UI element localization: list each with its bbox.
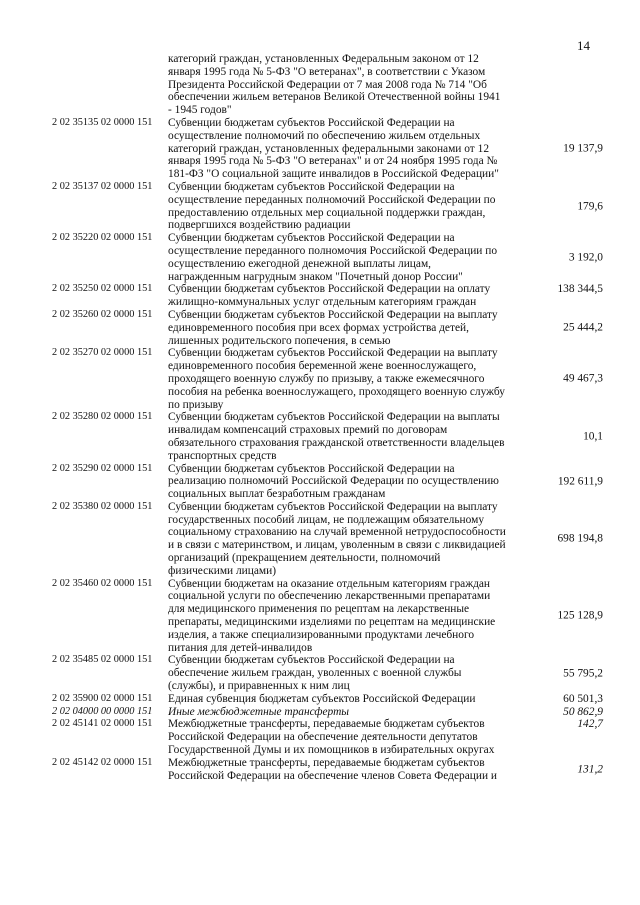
row-code: 2 02 35380 02 0000 151 bbox=[52, 500, 153, 512]
table-row bbox=[0, 706, 640, 719]
row-description: Субвенции бюджетам на оказание отдельным категориям граждан социальной услуги по обеспечению лекарственными препаратами для медицинского применения по рецептам на лекарственные препараты, медицинскими изделиями по рецептам на медицинские изделия, а также специализированными продуктами лечебного питания для детей-инвалидов bbox=[168, 577, 496, 654]
row-amount: 698 194,8 bbox=[557, 532, 603, 545]
row-amount: 55 795,2 bbox=[563, 667, 603, 680]
table-row bbox=[0, 693, 640, 706]
row-description: Субвенции бюджетам субъектов Российской Федерации на осуществление переданных полномочий Российской Федерации по предоставлению отдельных мер социальной поддержки граждан, подвергшихся воздействию радиации bbox=[168, 180, 496, 232]
row-description: Единая субвенция бюджетам субъектов Российской Федерации bbox=[168, 692, 476, 705]
table-row bbox=[0, 463, 640, 501]
row-amount: 179,6 bbox=[577, 200, 603, 213]
row-code: 2 02 35137 02 0000 151 bbox=[52, 180, 153, 192]
row-description: Субвенции бюджетам субъектов Российской Федерации на оплату жилищно-коммунальных услуг отдельным категориям граждан bbox=[168, 283, 491, 309]
row-amount: 138 344,5 bbox=[557, 283, 603, 296]
row-description: Субвенции бюджетам субъектов Российской Федерации на выплату единовременного пособия беременной жене военнослужащего, проходящего военную службу по призыву, а также ежемесячного пособия на ребенка военнослужащего, проходящего военную службу по призыву bbox=[168, 347, 505, 411]
table-row bbox=[0, 347, 640, 411]
row-code: 2 02 35220 02 0000 151 bbox=[52, 232, 153, 244]
row-code: 2 02 35460 02 0000 151 bbox=[52, 577, 153, 589]
row-amount: 19 137,9 bbox=[563, 142, 603, 155]
row-amount: 3 192,0 bbox=[568, 251, 603, 264]
table-row bbox=[0, 309, 640, 347]
row-code: 2 02 35250 02 0000 151 bbox=[52, 283, 153, 295]
table-row bbox=[0, 117, 640, 181]
row-code: 2 02 35280 02 0000 151 bbox=[52, 411, 153, 423]
row-code: 2 02 35135 02 0000 151 bbox=[52, 116, 153, 128]
table-row bbox=[0, 411, 640, 462]
row-amount: 192 611,9 bbox=[557, 475, 603, 488]
table-row bbox=[0, 501, 640, 578]
table-row bbox=[0, 578, 640, 655]
row-description: Субвенции бюджетам субъектов Российской Федерации на реализацию полномочий Российской Федерации по осуществлению социальных выплат безработным гражданам bbox=[168, 462, 499, 501]
row-amount: 25 444,2 bbox=[563, 321, 603, 334]
row-amount: 49 467,3 bbox=[563, 372, 603, 385]
row-amount: 60 501,3 bbox=[563, 692, 603, 705]
budget-table bbox=[0, 53, 640, 782]
row-code: 2 02 35900 02 0000 151 bbox=[52, 692, 153, 704]
table-row bbox=[0, 757, 640, 783]
row-code: 2 02 45141 02 0000 151 bbox=[52, 718, 153, 730]
row-amount: 10,1 bbox=[583, 430, 603, 443]
row-description: Субвенции бюджетам субъектов Российской Федерации на выплату государственных пособий лицам, не подлежащим обязательному социальному страхованию на случай временной нетрудоспособности и в связи с материнством, и лицам, уволенным в связи с ликвидацией организаций (прекращением деятельности, полномочий физическими лицами) bbox=[168, 500, 506, 577]
row-description: категорий граждан, установленных Федеральным законом от 12 января 1995 года № 5-ФЗ "О ветеранах", в соответствии с Указом Президента Российской Федерации от 7 мая 2008 года № 714 "Об обеспечении жильем ветеранов Великой Отечественной войны 1941 - 1945 годов" bbox=[168, 53, 501, 117]
row-description: Межбюджетные трансферты, передаваемые бюджетам субъектов Российской Федерации на обеспечение членов Совета Федерации и bbox=[168, 756, 498, 782]
row-code: 2 02 35260 02 0000 151 bbox=[52, 308, 153, 320]
page-number: 14 bbox=[577, 38, 590, 53]
row-description: Субвенции бюджетам субъектов Российской Федерации на осуществление переданного полномочия Российской Федерации по осуществлению ежегодной денежной выплаты лицам, награжденным нагрудным знаком "Почетный донор России" bbox=[168, 232, 498, 283]
row-amount: 142,7 bbox=[577, 718, 603, 731]
table-row bbox=[0, 232, 640, 283]
row-description: Межбюджетные трансферты, передаваемые бюджетам субъектов Российской Федерации на обеспечение деятельности депутатов Государственной Думы и их помощников в избирательных округах bbox=[168, 718, 495, 757]
row-amount: 50 862,9 bbox=[563, 705, 603, 718]
row-amount: 131,2 bbox=[577, 763, 603, 776]
table-row bbox=[0, 654, 640, 692]
table-row bbox=[0, 718, 640, 756]
row-description: Субвенции бюджетам субъектов Российской Федерации на выплату единовременного пособия при всех формах устройства детей, лишенных родительского попечения, в семью bbox=[168, 308, 498, 347]
row-description: Иные межбюджетные трансферты bbox=[168, 705, 350, 718]
row-amount: 125 128,9 bbox=[557, 609, 603, 622]
row-code: 2 02 35290 02 0000 151 bbox=[52, 462, 153, 474]
table-row bbox=[0, 181, 640, 232]
row-code: 2 02 35485 02 0000 151 bbox=[52, 654, 153, 666]
row-description: Субвенции бюджетам субъектов Российской Федерации на обеспечение жильем граждан, уволенных с военной службы (службы), и приравненных к ним лиц bbox=[168, 654, 462, 693]
row-code: 2 02 35270 02 0000 151 bbox=[52, 347, 153, 359]
row-description: Субвенции бюджетам субъектов Российской Федерации на осуществление полномочий по обеспечению жильем отдельных категорий граждан, установленных федеральными законами от 12 января 1995 года № 5-ФЗ "О ветеранах" и от 24 ноября 1995 года № 181-ФЗ "О социальной защите инвалидов в Российской Федерации" bbox=[168, 116, 499, 181]
row-code: 2 02 04000 00 0000 151 bbox=[52, 705, 153, 717]
table-row bbox=[0, 283, 640, 309]
row-description: Субвенции бюджетам субъектов Российской Федерации на выплаты инвалидам компенсаций страховых премий по договорам обязательного страхования гражданской ответственности владельцев транспортных средств bbox=[168, 411, 505, 462]
table-row bbox=[0, 53, 640, 117]
row-code: 2 02 45142 02 0000 151 bbox=[52, 756, 153, 768]
